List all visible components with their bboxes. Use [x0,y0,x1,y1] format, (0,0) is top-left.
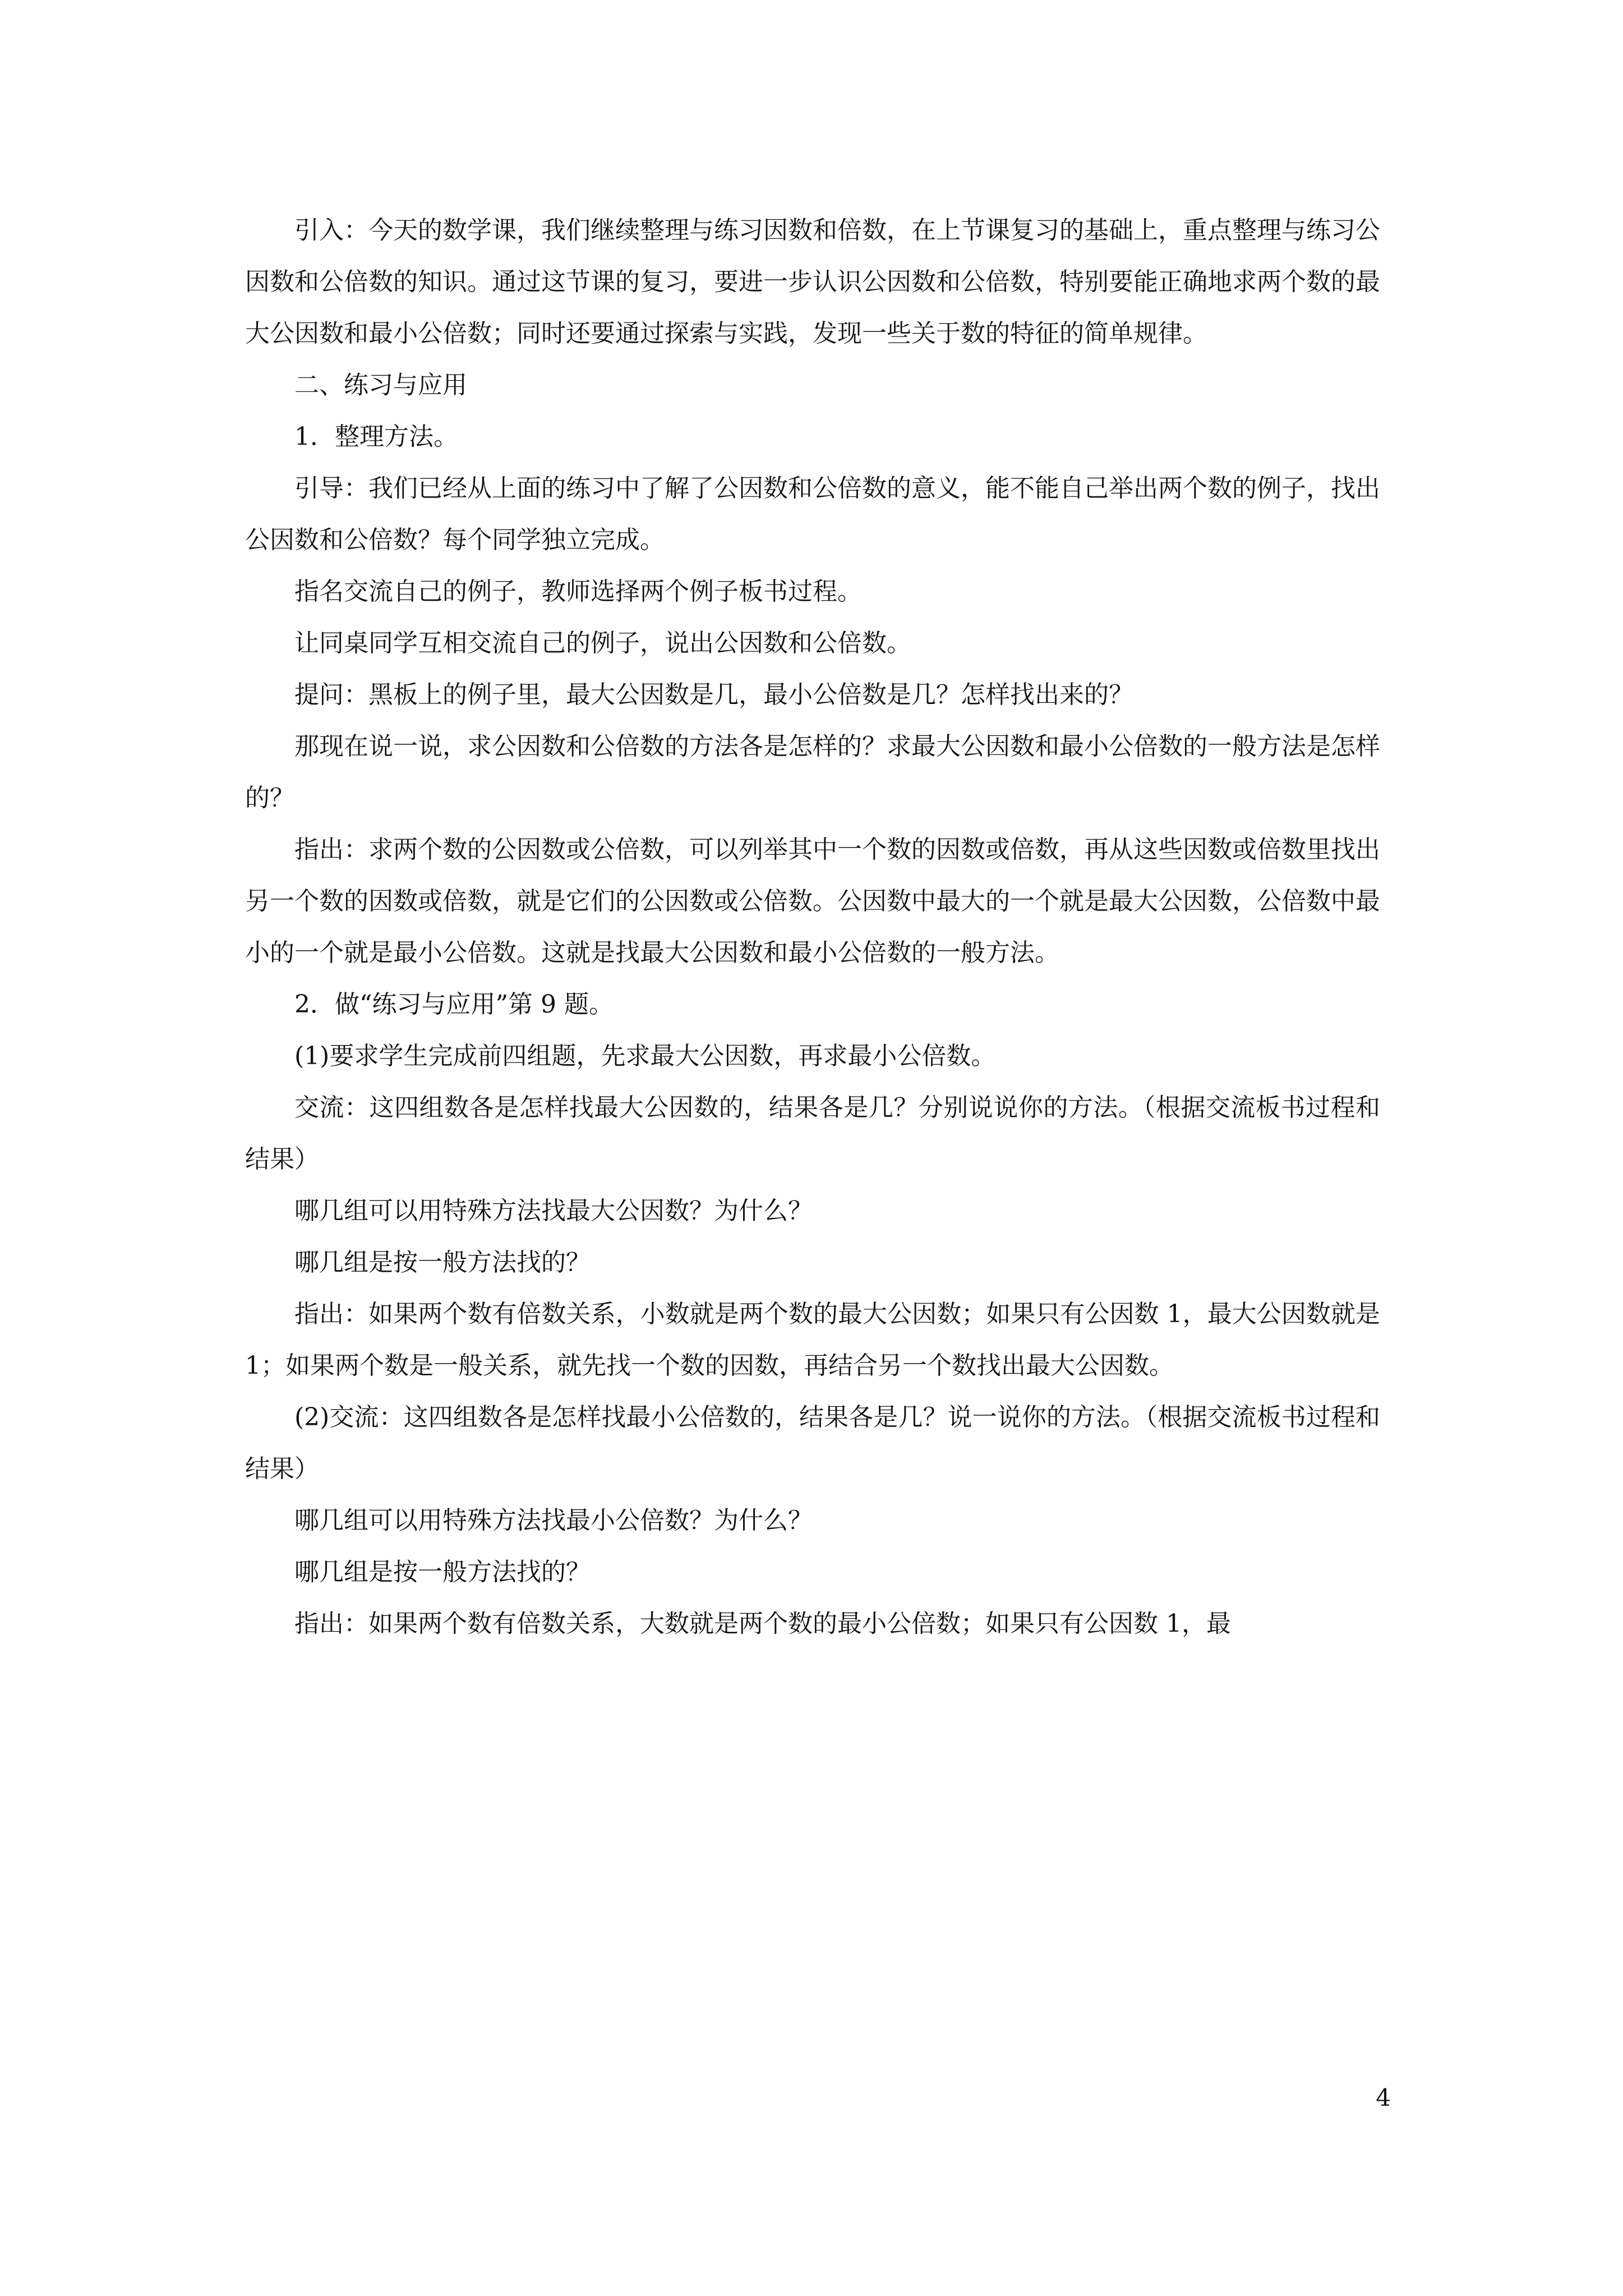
paragraph-exercise-part-1: (1)要求学生完成前四组题，先求最大公因数，再求最小公倍数。 [294,1042,996,1070]
paragraph-question-blackboard: 提问：黑板上的例子里，最大公因数是几，最小公倍数是几？怎样找出来的？ [294,680,1133,709]
subheading-organize-methods: 1．整理方法。 [294,422,458,451]
subheading-exercise-9: 2．做“练习与应用”第 9 题。 [294,990,614,1019]
paragraph-special-method-gcf: 哪几组可以用特殊方法找最大公因数？为什么？ [294,1197,813,1225]
paragraph-exchange-gcf: 交流：这四组数各是怎样找最大公因数的，结果各是几？分别说说你的方法。（根据交流板书过程和结果） [245,1093,1380,1174]
paragraph-share-examples: 指名交流自己的例子，教师选择两个例子板书过程。 [294,577,862,606]
paragraph-general-method-gcf: 哪几组是按一般方法找的？ [294,1248,591,1277]
page-number: 4 [1376,2084,1391,2111]
paragraph-general-method-question: 那现在说一说，求公因数和公倍数的方法各是怎样的？求最大公因数和最小公倍数的一般方法是怎样的？ [245,732,1380,812]
paragraph-deskmate-exchange: 让同桌同学互相交流自己的例子，说出公因数和公倍数。 [294,629,911,657]
paragraph-point-out-method: 指出：求两个数的公因数或公倍数，可以列举其中一个数的因数或倍数，再从这些因数或倍数里找出另一个数的因数或倍数，就是它们的公因数或公倍数。公因数中最大的一个就是最大公因数，公倍数中最小的一个就是最小公倍数。这就是找最大公因数和最小公倍数的一般方法。 [245,835,1380,967]
paragraph-exchange-lcm: (2)交流：这四组数各是怎样找最小公倍数的，结果各是几？说一说你的方法。（根据交流板书过程和结果） [245,1403,1380,1483]
paragraph-special-method-lcm: 哪几组可以用特殊方法找最小公倍数？为什么？ [294,1506,813,1535]
document-body [245,205,1380,1650]
paragraph-intro: 引入：今天的数学课，我们继续整理与练习因数和倍数，在上节课复习的基础上，重点整理与练习公因数和公倍数的知识。通过这节课的复习，要进一步认识公因数和公倍数，特别要能正确地求两个数的最大公因数和最小公倍数；同时还要通过探索与实践，发现一些关于数的特征的简单规律。 [245,216,1380,348]
paragraph-point-out-lcm: 指出：如果两个数有倍数关系，大数就是两个数的最小公倍数；如果只有公因数 1，最 [294,1609,1231,1638]
paragraph-general-method-lcm: 哪几组是按一般方法找的？ [294,1558,591,1586]
paragraph-point-out-gcf: 指出：如果两个数有倍数关系，小数就是两个数的最大公因数；如果只有公因数 1，最大公因数就是 1；如果两个数是一般关系，就先找一个数的因数，再结合另一个数找出最大公因数。 [245,1300,1380,1380]
paragraph-guide: 引导：我们已经从上面的练习中了解了公因数和公倍数的意义，能不能自己举出两个数的例子，找出公因数和公倍数？每个同学独立完成。 [245,474,1380,554]
section-heading-practice: 二、练习与应用 [294,371,467,399]
